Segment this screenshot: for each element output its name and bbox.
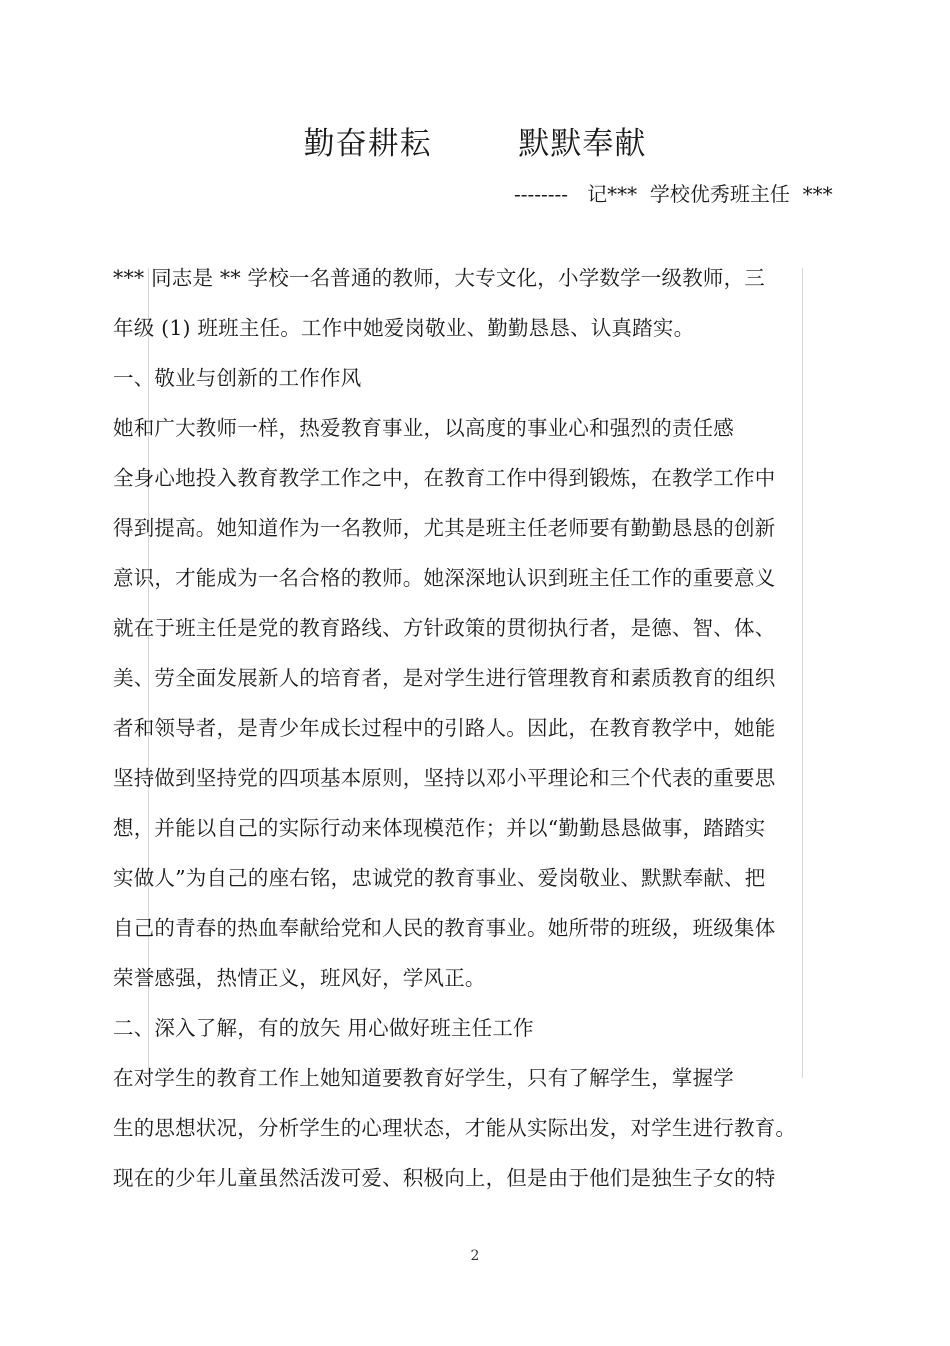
paragraph-line: 年级 (1) 班班主任。工作中她爱岗敬业、勤勤恳恳、认真踏实。 bbox=[113, 316, 695, 340]
paragraph-line: 就在于班主任是党的教育路线、方针政策的贯彻执行者，是德、智、体、 bbox=[113, 616, 776, 640]
paragraph-line: 生的思想状况，分析学生的心理状态，才能从实际出发，对学生进行教育。 bbox=[113, 1116, 797, 1140]
paragraph-line: 想，并能以自己的实际行动来体现模范作；并以“勤勤恳恳做事，踏踏实 bbox=[113, 816, 766, 840]
paragraph-line: 她和广大教师一样，热爱教育事业，以高度的事业心和强烈的责任感 bbox=[113, 416, 734, 440]
paragraph-line: *** 同志是 ** 学校一名普通的教师，大专文化，小学数学一级教师，三 bbox=[113, 266, 765, 290]
paragraph-line: 自己的青春的热血奉献给党和人民的教育事业。她所带的班级，班级集体 bbox=[113, 916, 776, 940]
paragraph-line: 在对学生的教育工作上她知道要教育好学生，只有了解学生，掌握学 bbox=[113, 1066, 734, 1090]
document-title: 勤奋耕耘 默默奉献 bbox=[303, 126, 647, 162]
paragraph-line: 荣誉感强，热情正义，班风好，学风正。 bbox=[113, 966, 486, 990]
paragraph-line: 得到提高。她知道作为一名教师，尤其是班主任老师要有勤勤恳恳的创新 bbox=[113, 516, 776, 540]
paragraph-line: 实做人”为自己的座右铭，忠诚党的教育事业、爱岗敬业、默默奉献、把 bbox=[113, 866, 766, 890]
section-heading: 一、敬业与创新的工作作风 bbox=[113, 366, 362, 390]
paragraph-line: 者和领导者，是青少年成长过程中的引路人。因此，在教育教学中，她能 bbox=[113, 716, 776, 740]
paragraph-line: 现在的少年儿童虽然活泼可爱、积极向上，但是由于他们是独生子女的特 bbox=[113, 1166, 776, 1190]
paragraph-line: 坚持做到坚持党的四项基本原则，坚持以邓小平理论和三个代表的重要思 bbox=[113, 766, 776, 790]
paragraph-line: 意识，才能成为一名合格的教师。她深深地认识到班主任工作的重要意义 bbox=[113, 566, 776, 590]
paragraph-line: 全身心地投入教育教学工作之中，在教育工作中得到锻炼，在教学工作中 bbox=[113, 466, 776, 490]
paragraph-line: 美、劳全面发展新人的培育者，是对学生进行管理教育和素质教育的组织 bbox=[113, 666, 776, 690]
section-heading: 二、深入了解，有的放矢 用心做好班主任工作 bbox=[113, 1016, 534, 1040]
document-subtitle: -------- 记*** 学校优秀班主任 *** bbox=[514, 182, 833, 206]
page-number: 2 bbox=[470, 1248, 480, 1264]
